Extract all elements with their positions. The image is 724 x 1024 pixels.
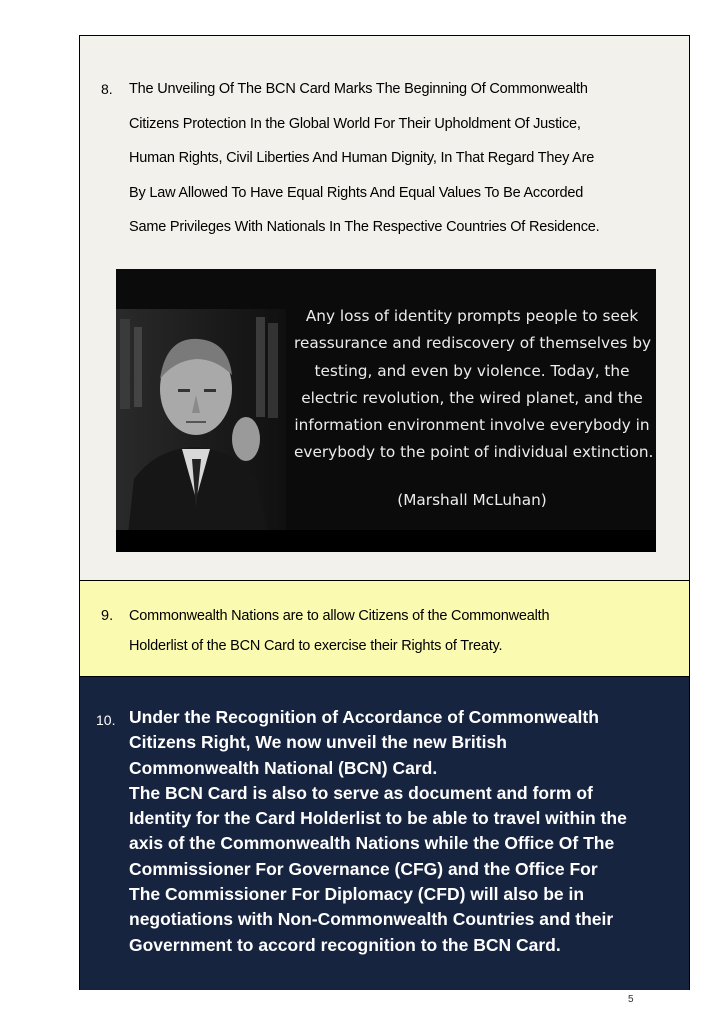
item-9-line: Commonwealth Nations are to allow Citizens of the Commonwealth — [129, 608, 550, 624]
item-8-line: Human Rights, Civil Liberties And Human Dignity, In That Regard They Are — [129, 150, 595, 166]
item-8-line: Citizens Protection In the Global World For Their Upholdment Of Justice, — [129, 115, 581, 132]
item-10-line: axis of the Commonwealth Nations while the Office Of The — [129, 833, 615, 854]
quote-line: Any loss of identity prompts people to seek — [305, 307, 639, 325]
item-9-text — [129, 601, 669, 661]
item-8-number: 8. — [101, 81, 113, 97]
item-10-line: Government to accord recognition to the BCN Card. — [129, 934, 561, 955]
item-9-line: Holderlist of the BCN Card to exercise their Rights of Treaty. — [129, 638, 503, 654]
quote-line: testing, and even by violence. Today, the — [314, 361, 630, 380]
quote-line: everybody to the point of individual extinction. — [294, 443, 654, 462]
quote-line: information environment involve everybody in — [294, 416, 650, 435]
item-10-number: 10. — [96, 712, 116, 728]
item-10-line: Under the Recognition of Accordance of Commonwealth — [129, 707, 599, 727]
quote-text — [294, 303, 654, 467]
portrait-photo — [116, 309, 286, 552]
item-9-number: 9. — [101, 608, 114, 624]
item-8-line: By Law Allowed To Have Equal Rights And Equal Values To Be Accorded — [129, 184, 584, 201]
item-10-line: Commissioner For Governance (CFG) and the Office For — [129, 858, 598, 879]
quote-author: (Marshall McLuhan) — [397, 491, 547, 509]
item-8-text — [129, 72, 685, 245]
section-item-9 — [80, 581, 689, 677]
quote-line: reassurance and rediscovery of themselves by — [294, 334, 652, 353]
quote-line: electric revolution, the wired planet, and the — [301, 388, 643, 407]
item-10-line: negotiations with Non-Commonwealth Countries and their — [129, 909, 614, 930]
page-frame — [79, 35, 690, 990]
image-bottom-bar — [116, 530, 656, 552]
item-8-line: The Unveiling Of The BCN Card Marks The Beginning Of Commonwealth — [129, 81, 588, 97]
section-item-8 — [80, 36, 689, 581]
item-8-line: Same Privileges With Nationals In The Respective Countries Of Residence. — [129, 219, 600, 235]
item-10-text — [129, 705, 689, 958]
section-item-10 — [80, 677, 689, 990]
item-10-line: Identity for the Card Holderlist to be able to travel within the — [129, 808, 627, 829]
page-number: 5 — [628, 994, 634, 1005]
item-10-line: The BCN Card is also to serve as document and form of — [129, 782, 593, 803]
item-10-line: Commonwealth National (BCN) Card. — [129, 757, 438, 778]
item-10-line: Citizens Right, We now unveil the new British — [129, 732, 507, 753]
quote-image — [116, 269, 656, 552]
item-10-line: The Commissioner For Diplomacy (CFD) will also be in — [129, 884, 585, 905]
